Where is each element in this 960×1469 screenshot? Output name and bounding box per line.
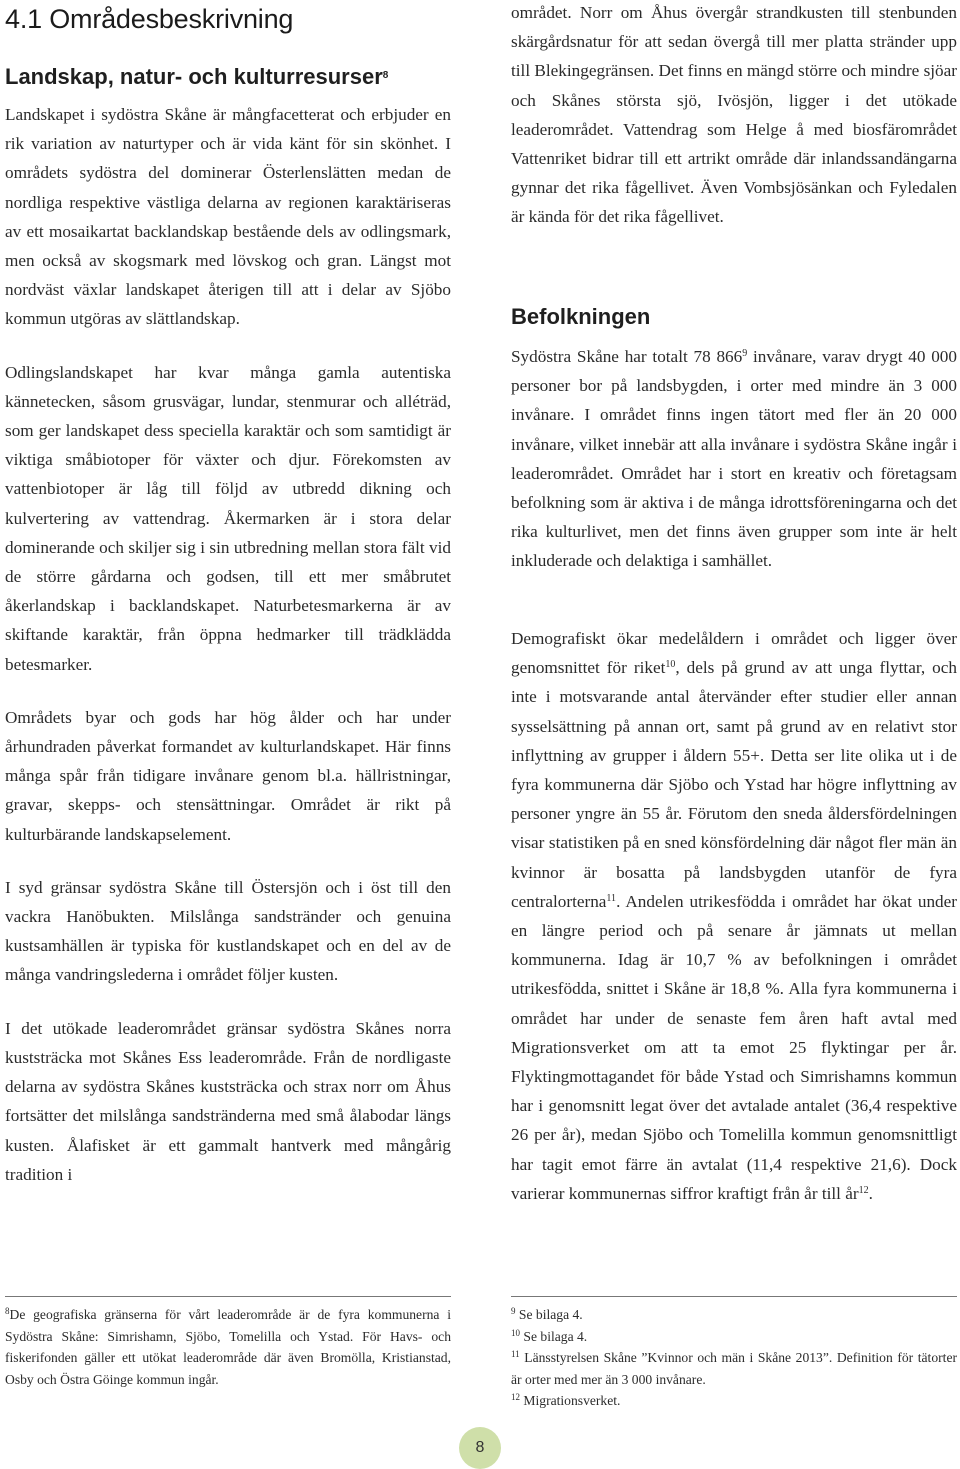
footnote-ref-10: 10 xyxy=(665,659,676,671)
pop-p1-b: invånare, varav drygt 40 000 personer bor på landsbygden, i orter med mindre än 3 000 invånare. I området finns ingen tätort med fler än 20 000 invånare, vilket innebär att alla invånare i sydöstra Skåne ingår i leaderområdet. Området har i stort en kreativ och företagsam befolkning som är aktiva i de många idrottsföreningarna och det rika kulturlivet, men det finns även grupper som inte är helt inkluderade och delaktiga i samhället. xyxy=(511,347,957,571)
footnote-8-text: De geografiska gränserna för vårt leaderområde är de fyra kommunerna i Sydöstra Skåne: Simrishamn, Sjöbo, Tomelilla och Ystad. För Havs- och fiskerifonden gäller ett utökat leaderområde där även Bromölla, Kristianstad, Osby och Östra Göinge kommun ingår. xyxy=(5,1307,451,1387)
footnote-ref-12: 12 xyxy=(858,1184,869,1196)
pop-p2-c: . Andelen utrikesfödda i området har ökat under en längre period och på senare år jämnats ut mellan kommunerna. Idag är 10,7 % av befolkningen i området utrikesfödda, snittet i Skåne är 18,8 %. Alla fyra kommunerna i området har under de senaste fem åren haft avtal med Migrationsverket om att ta emot 25 flyktingar per år. Flyktingmottagandet för både Ystad och Simrishamns kommun har i genomsnitt legat över det avtalade antalet (36,4 respektive 26 per år), medan Sjöbo och Tomelilla kommun genomsnittligt har tagit emot färre än avtalat (11,4 respektive 21,6). Dock varierar kommunernas siffror kraftigt från år till år xyxy=(511,891,957,1203)
left-column xyxy=(5,0,451,1189)
footnote-10 xyxy=(511,1326,957,1348)
footnote-9 xyxy=(511,1304,957,1326)
paragraph-population xyxy=(511,342,957,576)
footnote-rule-left xyxy=(5,1296,451,1297)
footnote-11-text: Länsstyrelsen Skåne ”Kvinnor och män i Skåne 2013”. Definition för tätorter är orter med mer än 3 000 invånare. xyxy=(511,1350,957,1387)
pop-p2-d: . xyxy=(868,1183,873,1203)
right-footnotes xyxy=(511,1296,957,1412)
footnote-10-num: 10 xyxy=(511,1327,520,1338)
subheading-population: Befolkningen xyxy=(511,304,651,329)
paragraph-landscape: Landskapet i sydöstra Skåne är mångfacetterat och erbjuder en rik variation av naturtyper och är vida känt för sin skönhet. I områdets sydöstra del dominerar Österlenslätten medan de nordliga respektive västliga delarna av regionen karaktäriseras av ett mosaikartat backlandskap bestående dels av odlingsmark, men också av skogsmark med lövskog och gran. Längst mot nordväst växlar landskapet återigen till att i delar av Sjöbo kommun utgöras av slättlandskap. xyxy=(5,105,451,329)
subheading-landscape xyxy=(5,64,451,90)
pop-p2-b: , dels på grund av att unga flyttar, och inte i motsvarande antal återvänder efter studier eller annan sysselsättning på annan ort, samt på grund av en relativt stor inflyttning av grupper i åldern 55+. Detta ser lite olika ut i de fyra kommunerna där Sjöbo och Ystad har högre inflyttning av personer yngre än 55 år. Förutom den sneda åldersfördelningen visar statistiken på en sned könsfördelning där något fler män än kvinnor är bosatta på landsbygden utanför de fyra centralorterna xyxy=(511,658,957,911)
paragraph-extended-area: I det utökade leaderområdet gränsar sydöstra Skånes norra kuststräcka mot Skånes Ess leaderområde. Från de nordligaste delarna av sydöstra Skånes kuststräcka och strax norr om Åhus fortsätter det milslånga sandstränderna med små ålabodar längs kusten. Ålafisket är ett gammalt hantverk med mångårig tradition i xyxy=(5,1018,451,1184)
footnote-12 xyxy=(511,1390,957,1412)
paragraph-demographics xyxy=(511,624,957,1208)
section-title: 4.1 Områdesbeskrivning xyxy=(5,4,294,34)
pop-p2-a: Demografiskt ökar medelåldern i området och ligger över genomsnittet för riket xyxy=(511,629,957,678)
footnote-12-text: Migrationsverket. xyxy=(523,1393,621,1408)
paragraph-coast-continued: området. Norr om Åhus övergår strandkusten till stenbunden skärgårdsnatur för att sedan övergå till mer platta stränder upp till Blekingegränsen. Det finns en mängd större och mindre sjöar och Skånes största sjö, Ivösjön, ligger i det utökade leaderområdet. Vattendrag som Helge å med biosfärområdet Vattenriket bidrar till ett artrikt område där inlandssandängarna gynnar det rika fågellivet. Även Vombsjösänkan och Fyledalen är kända för det rika fågellivet. xyxy=(511,3,957,227)
subheading-landscape-text: Landskap, natur- och kulturresurser xyxy=(5,64,383,89)
left-footnotes xyxy=(5,1296,451,1390)
footnote-11 xyxy=(511,1347,957,1390)
pop-p1-a: Sydöstra Skåne har totalt 78 866 xyxy=(511,347,743,366)
footnote-10-text: Se bilaga 4. xyxy=(523,1328,588,1344)
footnote-11-num: 11 xyxy=(511,1349,520,1359)
paragraph-farmland: Odlingslandskapet har kvar många gamla autentiska kännetecken, såsom grusvägar, lundar, stenmurar och alléträd, som ger landskapet dess speciella karaktär och som samtidigt är viktiga småbiotoper för växter och djur. Förekomsten av vattenbiotoper är låg till följd av utbredd dikning och kulvertering av vattendrag. Åkermarken är i stora delar dominerande och skiljer sig i sin utbredning mellan stora fält vid de större gårdarna och godsen, till ett mer småbrutet åkerlandskap i backlandskapet. Naturbetesmarkerna är av skiftande karaktär, från öppna hedmarker till trädklädda betesmarker. xyxy=(5,362,451,674)
paragraph-coast: I syd gränsar sydöstra Skåne till Östersjön och i öst till den vackra Hanöbukten. Milslånga sandstränder och genuina kustsamhällen är typiska för kustlandskapet och en del av de många vandringslederna i området följer kusten. xyxy=(5,877,451,985)
footnote-9-num: 9 xyxy=(511,1306,516,1316)
footnote-8 xyxy=(5,1304,451,1390)
footnote-12-num: 12 xyxy=(511,1392,520,1402)
paragraph-villages: Områdets byar och gods har hög ålder och har under århundraden påverkat formandet av kulturlandskapet. Här finns många spår från tidigare invånare genom bl.a. hällristningar, gravar, skepps- och stensättningar. Området är rikt på kulturbärande landskapselement. xyxy=(5,707,451,844)
right-column xyxy=(511,0,957,1203)
footnote-8-num: 8 xyxy=(5,1306,10,1316)
page-number-badge: 8 xyxy=(459,1427,501,1469)
footnote-ref-11: 11 xyxy=(606,892,617,904)
footnote-9-text: Se bilaga 4. xyxy=(518,1307,583,1322)
footnote-ref-9: 9 xyxy=(742,348,748,359)
footnote-rule-right xyxy=(511,1296,957,1297)
footnote-ref-8: 8 xyxy=(382,70,389,81)
